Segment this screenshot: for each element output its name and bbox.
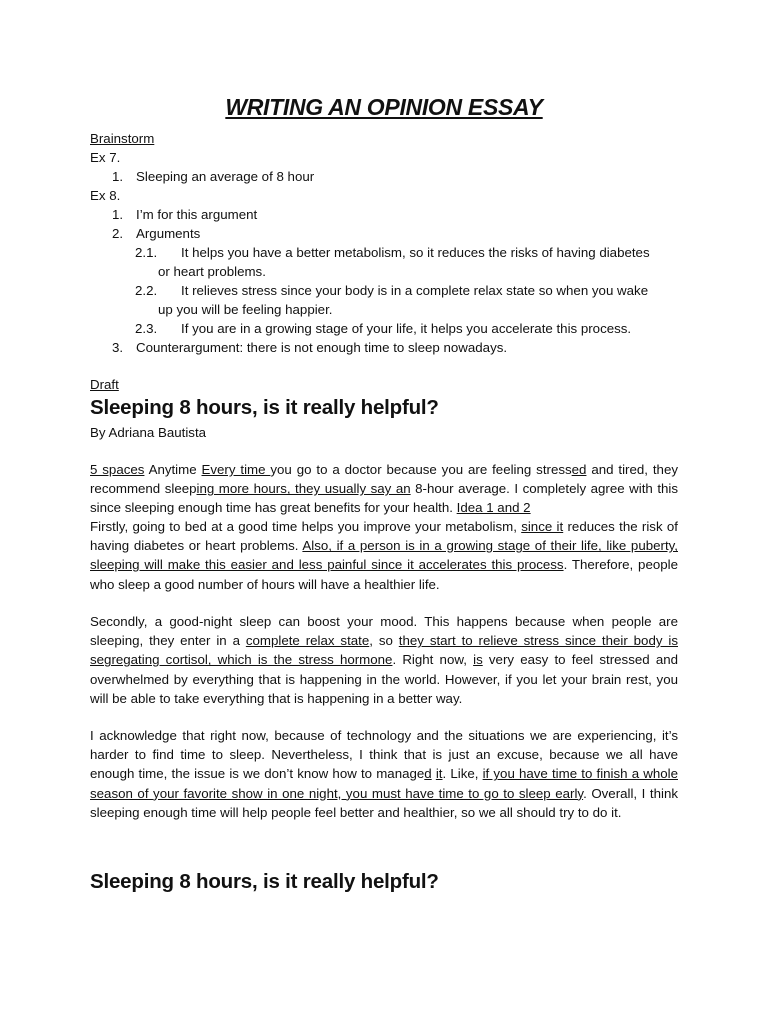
text-run: I acknowledge that right now, because of technology and the situations we are experiencing, it’s harder to find time to sleep. Nevertheless, I think that is just an excuse, because we all have enough time, the issue is we don’t know how to manage (90, 728, 678, 782)
text-run: Secondly, a good-night sleep can boost your mood. This happens because when people are sleeping, they enter in a (90, 614, 678, 649)
list-item: I’m for this argument (136, 207, 258, 222)
paragraph-4 (90, 726, 678, 822)
paragraph-2 (90, 517, 678, 594)
list-number: 1. (112, 169, 124, 184)
correction-mark: ed (571, 462, 587, 477)
text-run: and tired, they recommend sleep (90, 462, 678, 497)
exercise-7-label: Ex 7. (90, 150, 121, 165)
indent-note: 5 spaces (90, 462, 145, 477)
brainstorm-heading: Brainstorm (90, 131, 155, 146)
list-item: Arguments (136, 226, 201, 241)
sublist-number: 2.1. (135, 245, 158, 260)
byline: By Adriana Bautista (90, 425, 207, 440)
list-number: 1. (112, 207, 124, 222)
sublist-item-continued: or heart problems. (158, 264, 266, 279)
list-item: Sleeping an average of 8 hour (136, 169, 315, 184)
text-run: 8-hour average. I completely agree with this since sleeping enough time has great benefits for your health. (90, 481, 679, 516)
sublist-item-continued: up you will be feeling happier. (158, 302, 333, 317)
correction-mark: if you have time to finish a whole season of your favorite show in one night, you must have time to go to sleep early (90, 766, 678, 801)
correction-mark: Also, if a person is in a growing stage of their life, like puberty, sleeping will make this easier and less painful since it accelerates this process (90, 538, 678, 573)
text-run: . Overall, I think sleeping enough time will help people feel better and healthier, so we all should try to do it. (90, 785, 679, 820)
text-run: . Like, (442, 766, 483, 782)
correction-mark: d (424, 766, 432, 782)
correction-mark: Idea 1 and 2 (456, 500, 531, 516)
sublist-item: If you are in a growing stage of your life, it helps you accelerate this process. (181, 321, 632, 336)
correction-mark: since it (521, 519, 564, 534)
correction-mark: complete relax state (245, 633, 370, 649)
correction-mark: Every time (201, 462, 271, 477)
text-run: Anytime (144, 462, 202, 477)
correction-mark: is (473, 652, 483, 668)
text-run: , so (369, 633, 399, 649)
draft-label: Draft (90, 377, 119, 392)
correction-mark: ing more hours, they usually say an (196, 481, 411, 497)
text-run: very easy to feel stressed and overwhelmed by everything that is happening in the world. However, if you let your brain rest, you will be able to take everything that is happening in a better way. (90, 652, 679, 706)
text-run: . Right now, (392, 652, 474, 668)
list-number: 2. (112, 226, 124, 241)
final-essay-heading: Sleeping 8 hours, is it really helpful? (90, 870, 439, 893)
list-number: 3. (112, 340, 124, 355)
correction-mark: it (435, 766, 443, 782)
page-title: WRITING AN OPINION ESSAY (225, 94, 543, 120)
essay-heading: Sleeping 8 hours, is it really helpful? (90, 396, 439, 419)
text-run: reduces the risk of having diabetes or heart problems. (90, 519, 678, 554)
exercise-8-label: Ex 8. (90, 188, 121, 203)
text-run: Firstly, going to bed at a good time helps you improve your metabolism, (90, 519, 522, 534)
paragraph-1 (90, 460, 678, 518)
correction-mark: they start to relieve stress since their body is segregating cortisol, which is the stress hormone (90, 633, 678, 668)
sublist-number: 2.3. (135, 321, 158, 336)
text-run: . Therefore, people who sleep a good number of hours will have a healthier life. (90, 557, 678, 592)
paragraph-3 (90, 612, 678, 708)
text-run: you go to a doctor because you are feeling stress (270, 462, 572, 477)
sublist-item: It helps you have a better metabolism, so it reduces the risks of having diabetes (181, 245, 650, 260)
sublist-item: It relieves stress since your body is in a complete relax state so when you wake (181, 283, 649, 298)
list-item: Counterargument: there is not enough time to sleep nowadays. (136, 340, 508, 355)
sublist-number: 2.2. (135, 283, 158, 298)
